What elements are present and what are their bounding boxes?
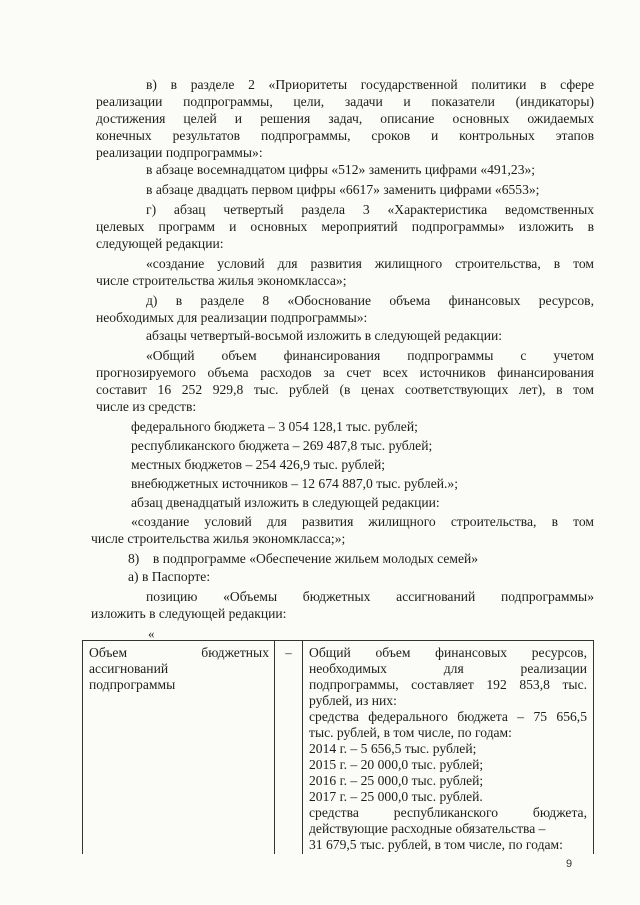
text-line: конечных результатов подпрограммы, сроков и контрольных этапов	[96, 128, 594, 143]
text-line: достижения целей и решения задач, описание основных ожидаемых	[96, 111, 594, 126]
text-line: «Общий объем финансирования подпрограммы с учетом	[146, 348, 594, 363]
text-line: 8) в подпрограмме «Обеспечение жильем молодых семей»	[128, 551, 479, 566]
table-label-line: Объем бюджетных	[89, 645, 269, 660]
table-value-line: средства республиканского бюджета,	[309, 805, 587, 820]
text-line: прогнозируемого объема расходов за счет всех источников финансирования	[96, 365, 594, 380]
table-value-line: необходимых для реализации	[309, 661, 587, 676]
table-value-line: средства федерального бюджета – 75 656,5	[309, 709, 587, 724]
table-value-line: действующие расходные обязательства –	[309, 821, 546, 836]
page-number: 9	[566, 858, 573, 870]
table-label-line: подпрограммы	[89, 677, 176, 692]
table-value-line: подпрограммы, составляет 192 853,8 тыс.	[309, 677, 587, 692]
text-line: д) в разделе 8 «Обоснование объема финансовых ресурсов,	[146, 293, 594, 308]
text-line: г) абзац четвертый раздела 3 «Характеристика ведомственных	[146, 202, 594, 217]
text-line: целевых программ и основных мероприятий подпрограммы» изложить в	[96, 219, 594, 234]
text-line: в абзаце восемнадцатом цифры «512» заменить цифрами «491,23»;	[146, 162, 536, 177]
text-line: реализации подпрограммы»:	[96, 145, 263, 160]
text-line: позицию «Объемы бюджетных ассигнований подпрограммы»	[146, 589, 594, 604]
text-line: числе строительства жилья экономкласса;»;	[91, 531, 346, 546]
text-line: составит 16 252 929,8 тыс. рублей (в ценах соответствующих лет), в том	[96, 382, 594, 397]
table-value-line: 2016 г. – 25 000,0 тыс. рублей;	[309, 773, 484, 788]
table-value-line: тыс. рублей, в том числе, по годам:	[309, 725, 512, 740]
table-value-line: 2014 г. – 5 656,5 тыс. рублей;	[309, 741, 477, 756]
text-line: федерального бюджета – 3 054 128,1 тыс. рублей;	[131, 419, 418, 434]
table-value-line: 2017 г. – 25 000,0 тыс. рублей.	[309, 789, 483, 804]
text-line: в абзаце двадцать первом цифры «6617» заменить цифрами «6553»;	[146, 182, 540, 197]
text-line: реализации подпрограммы, цели, задачи и показатели (индикаторы)	[96, 94, 594, 109]
text-line: «создание условий для развития жилищного строительства, в том	[146, 256, 594, 271]
table-value-line: 2015 г. – 20 000,0 тыс. рублей;	[309, 757, 484, 772]
text-line: необходимых для реализации подпрограммы»:	[96, 310, 368, 325]
text-line: абзацы четвертый-восьмой изложить в следующей редакции:	[146, 328, 503, 343]
text-line: внебюджетных источников – 12 674 887,0 тыс. рублей.»;	[131, 476, 458, 491]
text-line: изложить в следующей редакции:	[91, 606, 287, 621]
table-value-line: рублей, из них:	[309, 693, 397, 708]
open-quote: «	[148, 626, 155, 641]
text-line: числе из средств:	[96, 399, 197, 414]
table-cell-dash: –	[275, 641, 303, 854]
table-value-line: Общий объем финансовых ресурсов,	[309, 645, 587, 660]
text-line: «создание условий для развития жилищного строительства, в том	[131, 514, 594, 529]
text-line: числе строительства жилья экономкласса»;	[96, 273, 347, 288]
table-cell-value	[303, 641, 593, 854]
text-line: местных бюджетов – 254 426,9 тыс. рублей;	[131, 457, 386, 472]
table-cell-label	[83, 641, 275, 854]
text-line: абзац двенадцатый изложить в следующей редакции:	[131, 495, 440, 510]
text-line: а) в Паспорте:	[128, 569, 211, 584]
text-line: республиканского бюджета – 269 487,8 тыс. рублей;	[131, 438, 433, 453]
passport-table	[82, 640, 594, 854]
table-label-line: ассигнований	[89, 661, 169, 676]
table-value-line: 31 679,5 тыс. рублей, в том числе, по годам:	[309, 837, 563, 852]
text-line: следующей редакции:	[96, 236, 224, 251]
text-line: в) в разделе 2 «Приоритеты государственной политики в сфере	[146, 77, 594, 92]
